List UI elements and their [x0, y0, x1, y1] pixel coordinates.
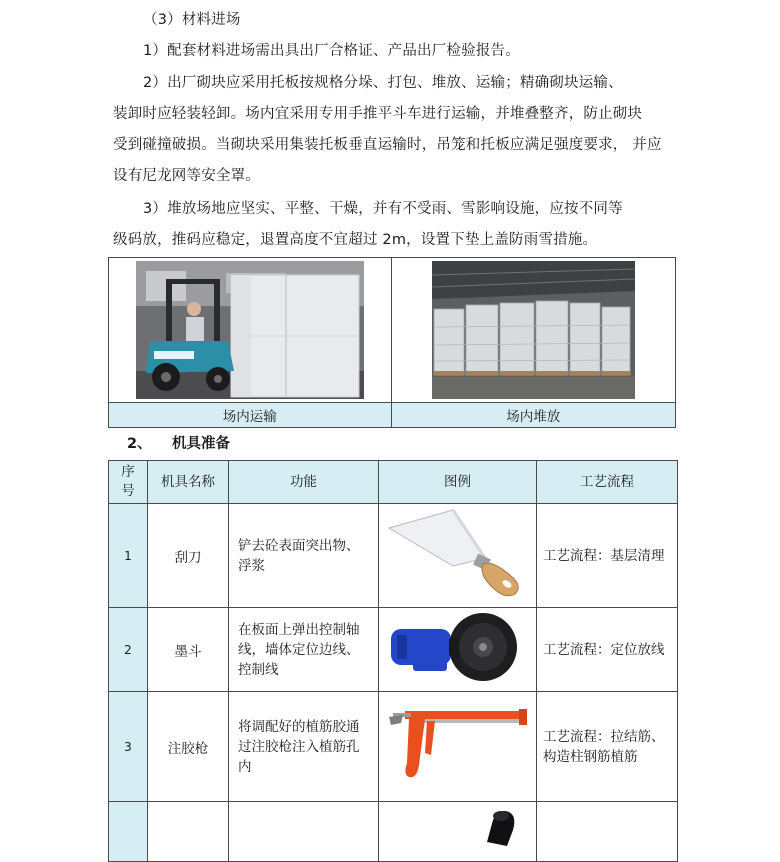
row-process: 工艺流程：基层清理 — [537, 504, 678, 608]
row-tool-name: 刮刀 — [148, 504, 229, 608]
table-row — [109, 692, 678, 802]
row-index — [109, 802, 148, 862]
header-function: 功能 — [229, 461, 379, 504]
row-illustration — [379, 802, 537, 862]
section-2-title: 机具准备 — [172, 436, 230, 452]
caulking-gun-icon — [383, 705, 533, 785]
paragraph-item-3-line-1: 3）堆放场地应坚实、平整、干燥，并有不受雨、雪影响设施，应按不同等 — [143, 201, 623, 217]
paragraph-item-2-line-4: 设有尼龙网等安全罩。 — [113, 168, 260, 184]
paragraph-item-3-line-2: 级码放，推码应稳定，退置高度不宜超过 2m，设置下垫上盖防雨雪措施。 — [113, 232, 598, 248]
putty-knife-icon — [383, 506, 533, 602]
row-tool-name — [148, 802, 229, 862]
row-function: 在板面上弹出控制轴线，墙体定位边线、控制线 — [229, 608, 379, 692]
row-index: 3 — [109, 692, 148, 802]
stacked-blocks-photo — [432, 261, 635, 399]
row-function: 铲去砼表面突出物、浮浆 — [229, 504, 379, 608]
paragraph-item-2-line-3: 受到碰撞破损。当砌块采用集装托板垂直运输时，吊笼和托板应满足强度要求， 并应 — [113, 137, 662, 153]
row-tool-name: 墨斗 — [148, 608, 229, 692]
row-illustration — [379, 504, 537, 608]
section-2-heading — [127, 432, 230, 453]
caption-stacking: 场内堆放 — [391, 403, 675, 428]
row-function: 将调配好的植筋胶通过注胶枪注入植筋孔内 — [229, 692, 379, 802]
header-illustration: 图例 — [379, 461, 537, 504]
header-name: 机具名称 — [148, 461, 229, 504]
row-index: 2 — [109, 608, 148, 692]
paragraph-item-1: 1）配套材料进场需出具出厂合格证、产品出厂检验报告。 — [143, 43, 520, 59]
row-process: 工艺流程：定位放线 — [537, 608, 678, 692]
photo-table — [108, 257, 676, 428]
header-process: 工艺流程 — [537, 461, 678, 504]
row-index: 1 — [109, 504, 148, 608]
row-illustration — [379, 608, 537, 692]
header-index: 序 号 — [109, 461, 148, 504]
photo-cell-stacking — [391, 258, 675, 403]
section-2-number: 2、 — [127, 436, 152, 452]
chalk-line-icon — [383, 609, 533, 687]
section-heading: （3）材料进场 — [143, 12, 241, 28]
photo-cell-transport — [109, 258, 392, 403]
forklift-photo — [136, 261, 364, 399]
table-row — [109, 608, 678, 692]
paragraph-item-2-line-2: 装卸时应轻装轻卸。场内宜采用专用手推平斗车进行运输，并堆叠整齐，防止砌块 — [113, 106, 643, 122]
table-row — [109, 802, 678, 862]
row-tool-name: 注胶枪 — [148, 692, 229, 802]
row-function — [229, 802, 379, 862]
row-process: 工艺流程：拉结筋、构造柱钢筋植筋 — [537, 692, 678, 802]
table-row — [109, 504, 678, 608]
tool-icon — [383, 802, 533, 846]
paragraph-item-2-line-1: 2）出厂砌块应采用托板按规格分垛、打包、堆放、运输；精确砌块运输、 — [143, 75, 623, 91]
caption-transport: 场内运输 — [109, 403, 392, 428]
tool-table-header-row — [109, 461, 678, 504]
row-process — [537, 802, 678, 862]
tool-table — [108, 460, 678, 862]
row-illustration — [379, 692, 537, 802]
